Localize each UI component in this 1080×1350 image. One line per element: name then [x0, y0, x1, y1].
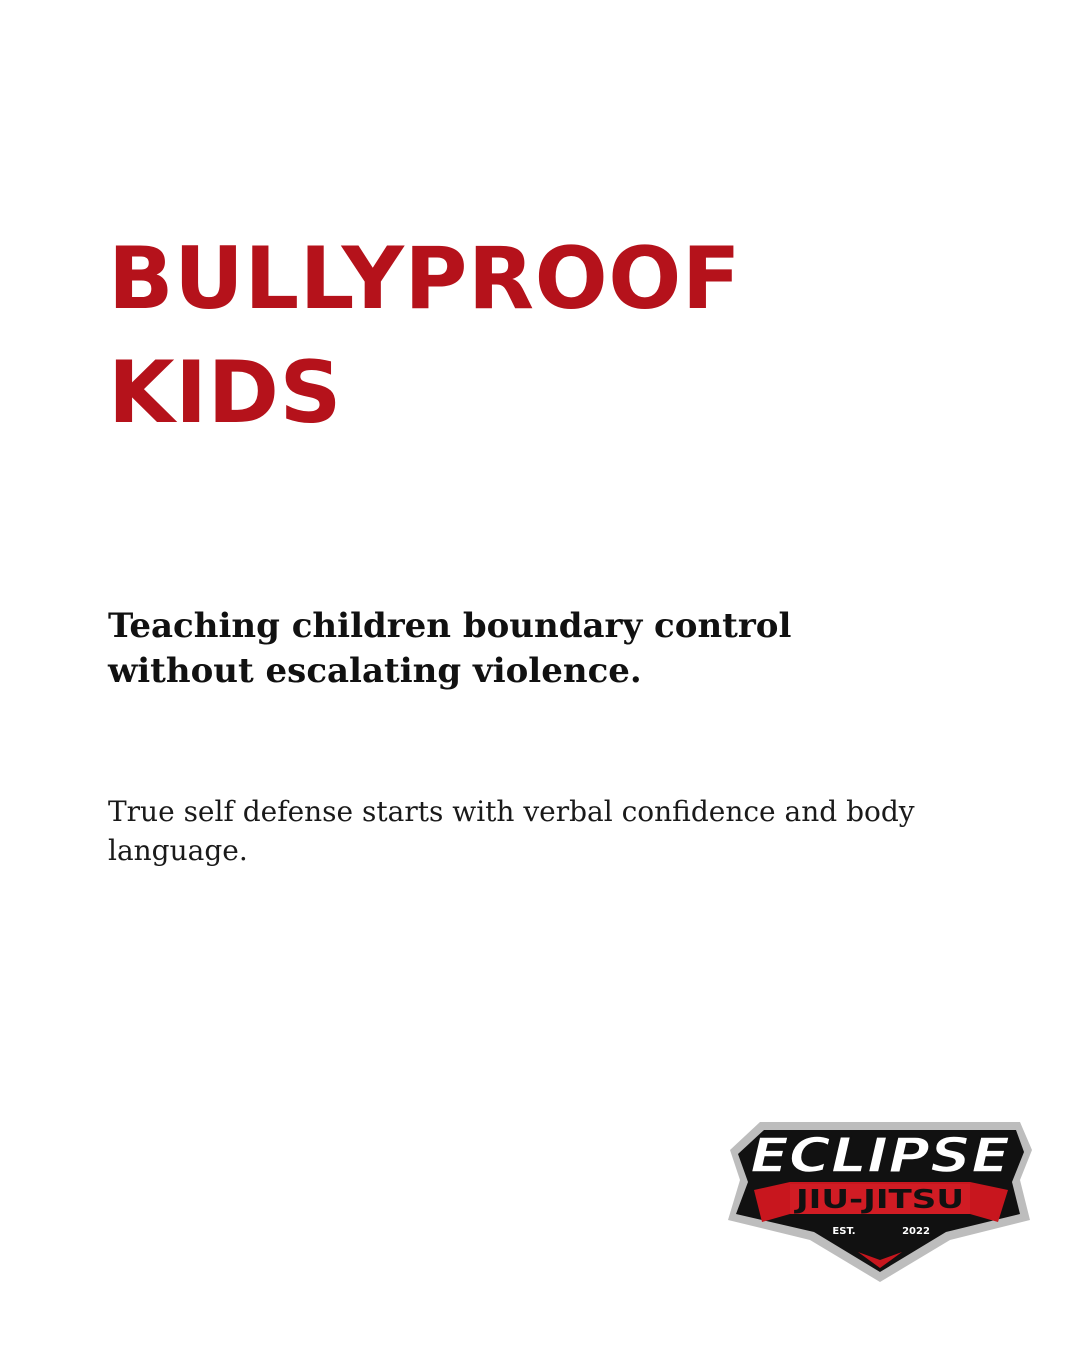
logo-year: 2022: [902, 1226, 930, 1237]
logo-wordmark: ECLIPSE: [750, 1128, 1011, 1184]
headline: [108, 222, 741, 450]
logo-ribbon-text: JIU-JITSU: [793, 1185, 964, 1215]
headline-line-1: BULLYPROOF: [108, 229, 742, 329]
subheading: Teaching children boundary control without escalating violence.: [108, 606, 792, 691]
eclipse-jiu-jitsu-logo: [720, 1110, 1040, 1290]
body-text: True self defense starts with verbal confidence and body language.: [108, 795, 915, 867]
logo-est-label: EST.: [832, 1226, 856, 1237]
headline-line-2: KIDS: [108, 343, 342, 443]
